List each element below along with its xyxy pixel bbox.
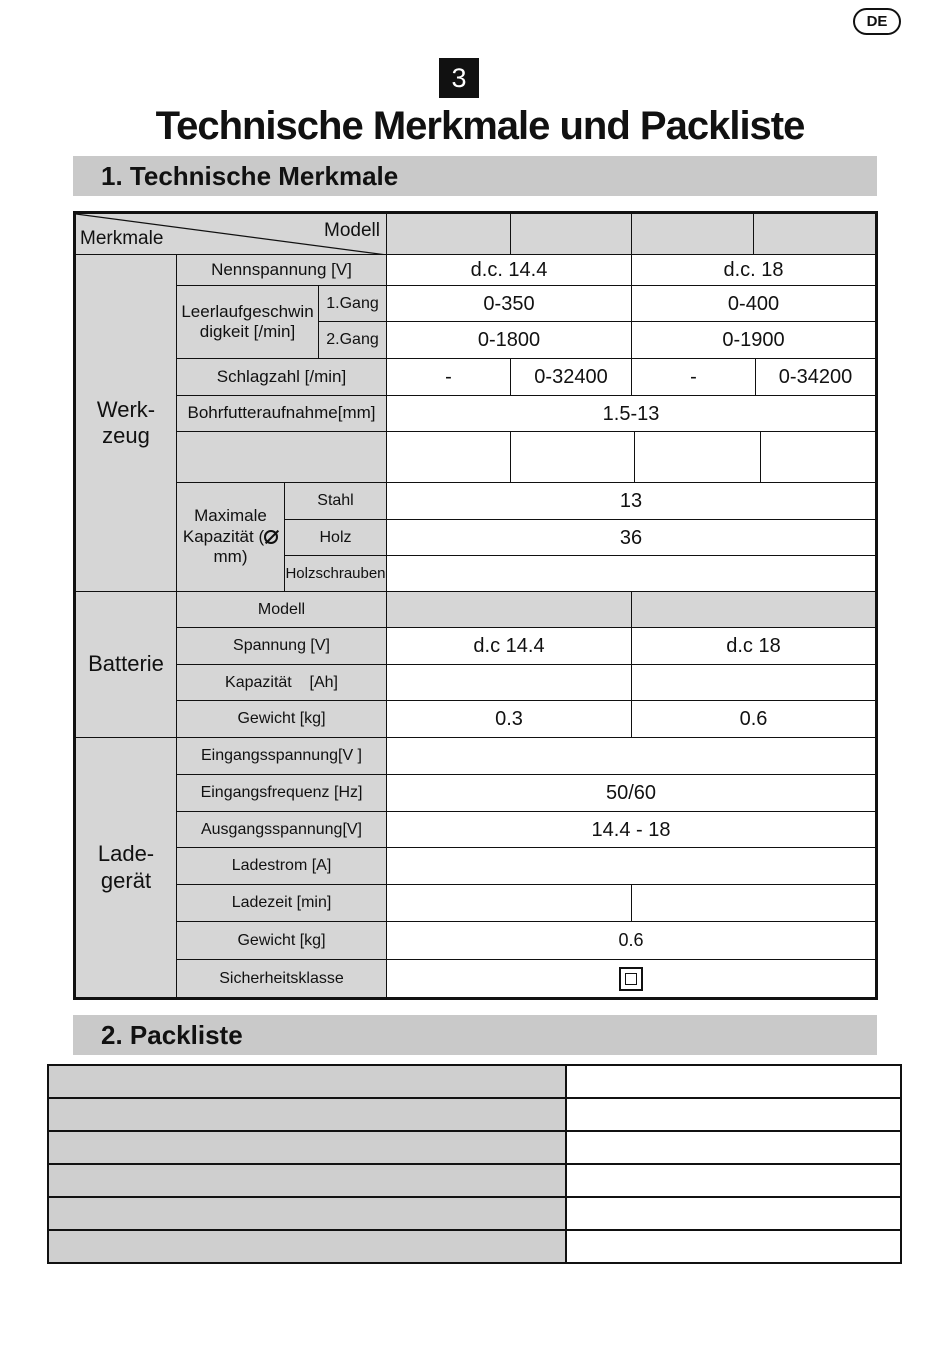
- category-werkzeug: Werk- zeug: [76, 255, 177, 592]
- label-bohrfutter: Bohrfutteraufnahme[mm]: [177, 396, 387, 432]
- model-header-cell: [754, 214, 875, 255]
- label-batterie-kapazitaet: Kapazität [Ah]: [177, 665, 387, 701]
- label-kapazitaet: [177, 483, 285, 592]
- label-ladezeit: Ladezeit [min]: [177, 885, 387, 922]
- value-ladezeit-1: [387, 885, 632, 922]
- value-empty: [387, 432, 511, 483]
- value-gang2-1: 0-1800: [387, 322, 632, 359]
- label-nennspannung: Nennspannung [V]: [177, 255, 387, 286]
- value-nennspannung-1: d.c. 14.4: [387, 255, 632, 286]
- table-row: [49, 1066, 902, 1099]
- value-holz: 36: [387, 520, 875, 556]
- label-empty: [177, 432, 387, 483]
- label-sicherheitsklasse: Sicherheitsklasse: [177, 960, 387, 997]
- value-batterie-kapazitaet-1: [387, 665, 632, 701]
- pack-qty-cell: [567, 1132, 902, 1165]
- pack-qty-cell: [567, 1099, 902, 1132]
- label-batterie-modell: Modell: [177, 592, 387, 628]
- corner-label-modell: Modell: [324, 220, 380, 241]
- table-row: [49, 1099, 902, 1132]
- value-empty: [635, 432, 761, 483]
- value-ladezeit-2: [632, 885, 875, 922]
- value-holzschrauben: [387, 556, 875, 592]
- pack-qty-cell: [567, 1198, 902, 1231]
- value-schlagzahl-b: 0-32400: [511, 359, 632, 396]
- pack-qty-cell: [567, 1066, 902, 1099]
- label-spannung: Spannung [V]: [177, 628, 387, 665]
- label-gang-1: 1.Gang: [319, 286, 387, 322]
- category-ladegeraet: Lade- gerät: [76, 738, 177, 997]
- page-title: Technische Merkmale und Packliste: [155, 104, 805, 148]
- pack-item-cell: [49, 1165, 567, 1198]
- label-gang-2: 2.Gang: [319, 322, 387, 359]
- pack-qty-cell: [567, 1165, 902, 1198]
- language-badge: DE: [853, 8, 901, 35]
- label-holzschrauben: Holzschrauben: [285, 556, 387, 592]
- pack-item-cell: [49, 1231, 567, 1264]
- value-ausgangsspannung: 14.4 - 18: [387, 812, 875, 848]
- table-row: [49, 1231, 902, 1264]
- label-schlagzahl: Schlagzahl [/min]: [177, 359, 387, 396]
- label-ladestrom: Ladestrom [A]: [177, 848, 387, 885]
- value-empty: [761, 432, 875, 483]
- value-nennspannung-2: d.c. 18: [632, 255, 875, 286]
- value-gang1-1: 0-350: [387, 286, 632, 322]
- value-sicherheitsklasse: [387, 960, 875, 997]
- value-stahl: 13: [387, 483, 875, 520]
- corner-label-merkmale: Merkmale: [80, 228, 164, 249]
- corner-cell: [76, 214, 387, 255]
- diameter-icon: [264, 530, 278, 544]
- label-ausgangsspannung: Ausgangsspannung[V]: [177, 812, 387, 848]
- category-batterie: Batterie: [76, 592, 177, 738]
- value-batterie-modell-2: [632, 592, 875, 628]
- value-ladegeraet-gewicht: 0.6: [387, 922, 875, 960]
- chapter-number: 3: [439, 58, 479, 98]
- label-eingangsfrequenz: Eingangsfrequenz [Hz]: [177, 775, 387, 812]
- pack-item-cell: [49, 1132, 567, 1165]
- pack-item-cell: [49, 1066, 567, 1099]
- pack-list-table: [47, 1064, 902, 1264]
- section-heading-tech: 1. Technische Merkmale: [73, 156, 877, 196]
- value-batterie-gewicht-2: 0.6: [632, 701, 875, 738]
- pack-item-cell: [49, 1099, 567, 1132]
- model-header-cell: [511, 214, 632, 255]
- value-gang1-2: 0-400: [632, 286, 875, 322]
- spec-table: [73, 211, 878, 1000]
- class-ii-double-square-icon: [619, 967, 643, 991]
- pack-qty-cell: [567, 1231, 902, 1264]
- table-row: [49, 1132, 902, 1165]
- value-eingangsspannung: [387, 738, 875, 775]
- label-leerlauf: Leerlaufgeschwin digkeit [/min]: [177, 286, 319, 359]
- value-schlagzahl-c: -: [632, 359, 756, 396]
- section-heading-pack: 2. Packliste: [73, 1015, 877, 1055]
- table-row: [49, 1165, 902, 1198]
- model-header-cell: [632, 214, 754, 255]
- value-batterie-gewicht-1: 0.3: [387, 701, 632, 738]
- value-batterie-modell-1: [387, 592, 632, 628]
- value-gang2-2: 0-1900: [632, 322, 875, 359]
- pack-item-cell: [49, 1198, 567, 1231]
- value-bohrfutter: 1.5-13: [387, 396, 875, 432]
- value-schlagzahl-d: 0-34200: [756, 359, 875, 396]
- value-spannung-1: d.c 14.4: [387, 628, 632, 665]
- kapazitaet-unit: mm): [213, 547, 248, 567]
- kapazitaet-text: Maximale Kapazität (: [182, 506, 267, 546]
- value-schlagzahl-a: -: [387, 359, 511, 396]
- label-batterie-gewicht: Gewicht [kg]: [177, 701, 387, 738]
- label-eingangsspannung: Eingangsspannung[V ]: [177, 738, 387, 775]
- value-batterie-kapazitaet-2: [632, 665, 875, 701]
- model-header-cell: [387, 214, 511, 255]
- label-ladegeraet-gewicht: Gewicht [kg]: [177, 922, 387, 960]
- label-stahl: Stahl: [285, 483, 387, 520]
- value-empty: [511, 432, 635, 483]
- label-holz: Holz: [285, 520, 387, 556]
- table-row: [49, 1198, 902, 1231]
- value-eingangsfrequenz: 50/60: [387, 775, 875, 812]
- value-spannung-2: d.c 18: [632, 628, 875, 665]
- value-ladestrom: [387, 848, 875, 885]
